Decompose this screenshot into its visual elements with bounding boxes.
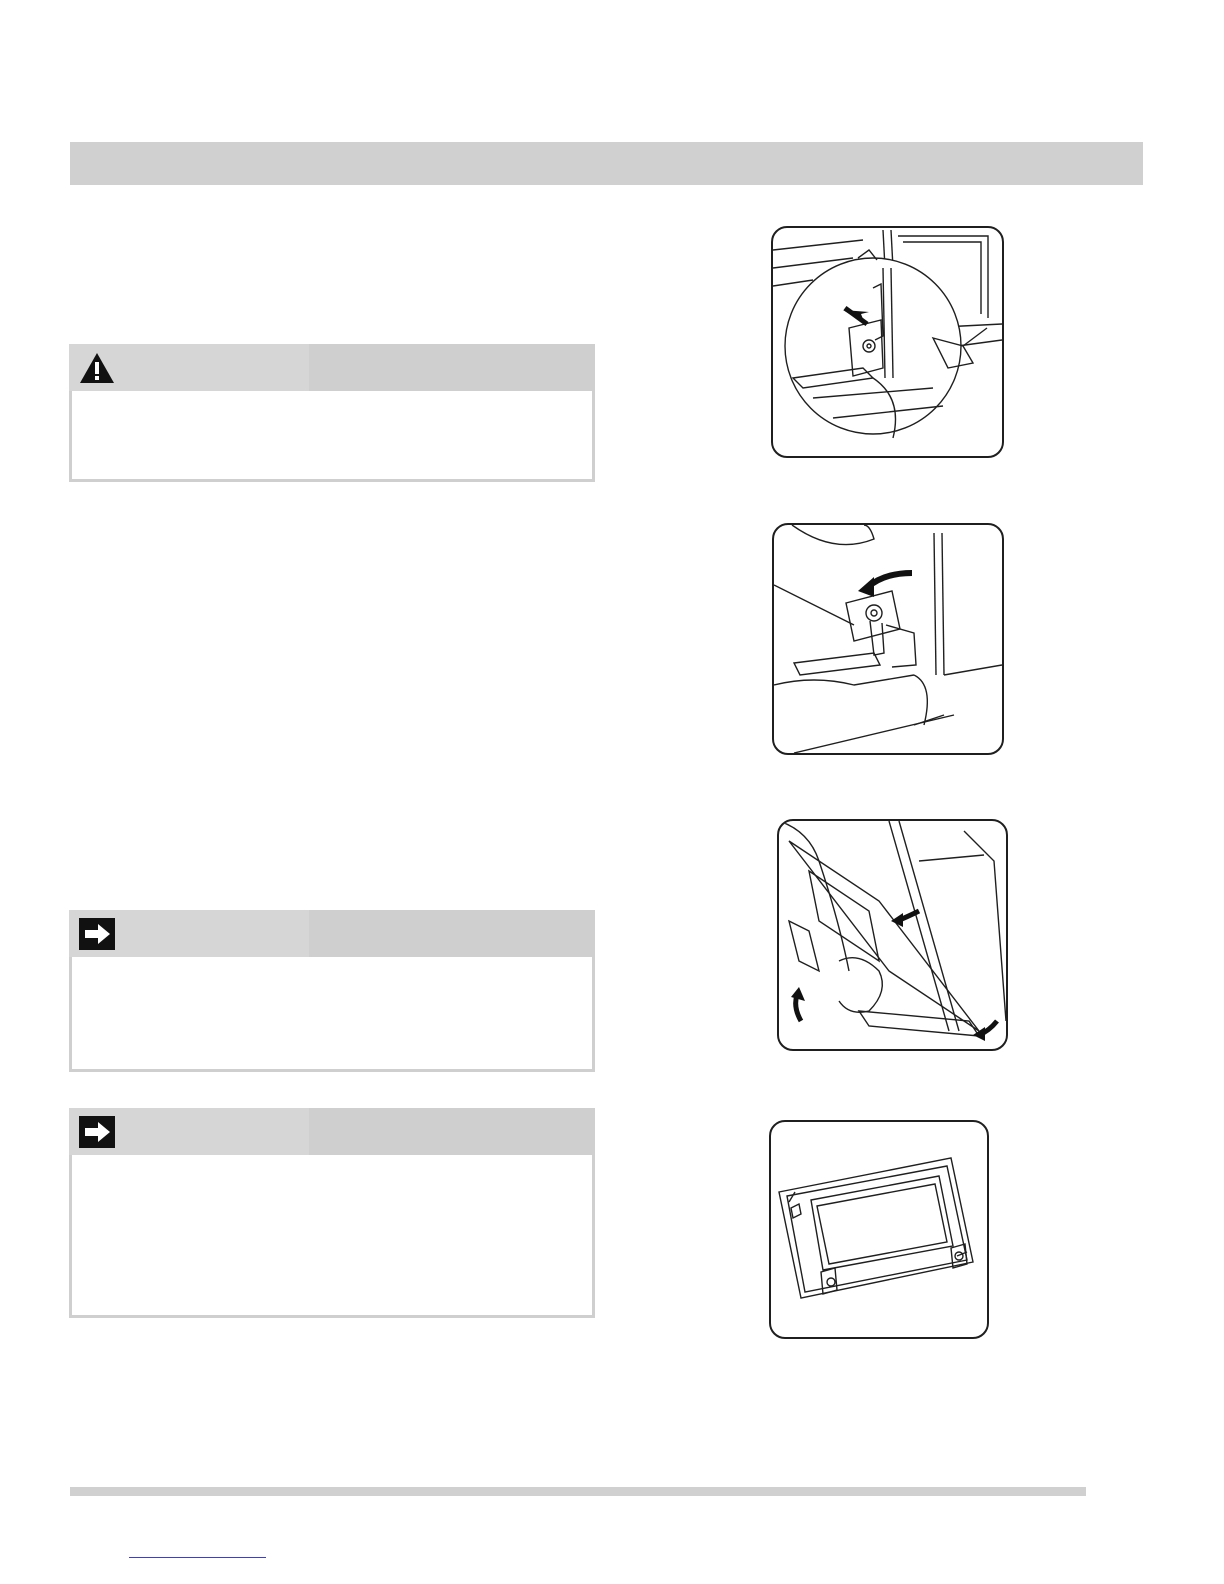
hinge-lock-illustration xyxy=(773,228,1002,456)
hinge-lock-figure xyxy=(771,226,1004,458)
note-callout-1 xyxy=(69,910,595,1072)
door-lift-illustration xyxy=(779,821,1006,1049)
note-label-tab-2 xyxy=(69,1108,309,1155)
note-callout-2-header xyxy=(69,1108,595,1155)
note-callout-2 xyxy=(69,1108,595,1318)
arrow-right-icon xyxy=(79,1116,115,1148)
warning-triangle-icon xyxy=(79,352,115,384)
hinge-lever-rotate-figure xyxy=(772,523,1004,755)
warning-label-tab xyxy=(69,344,309,391)
warning-callout-header xyxy=(69,344,595,391)
note-callout-1-header xyxy=(69,910,595,957)
arrow-right-icon xyxy=(79,918,115,950)
note-label-tab-1 xyxy=(69,910,309,957)
footer-bar xyxy=(70,1487,1086,1496)
section-header-bar xyxy=(70,142,1143,185)
door-glass-illustration xyxy=(771,1122,987,1337)
hinge-lever-illustration xyxy=(774,525,1002,753)
door-glass-figure xyxy=(769,1120,989,1339)
warning-callout xyxy=(69,344,595,482)
door-lift-remove-figure xyxy=(777,819,1008,1051)
footer-link[interactable] xyxy=(129,1557,266,1558)
